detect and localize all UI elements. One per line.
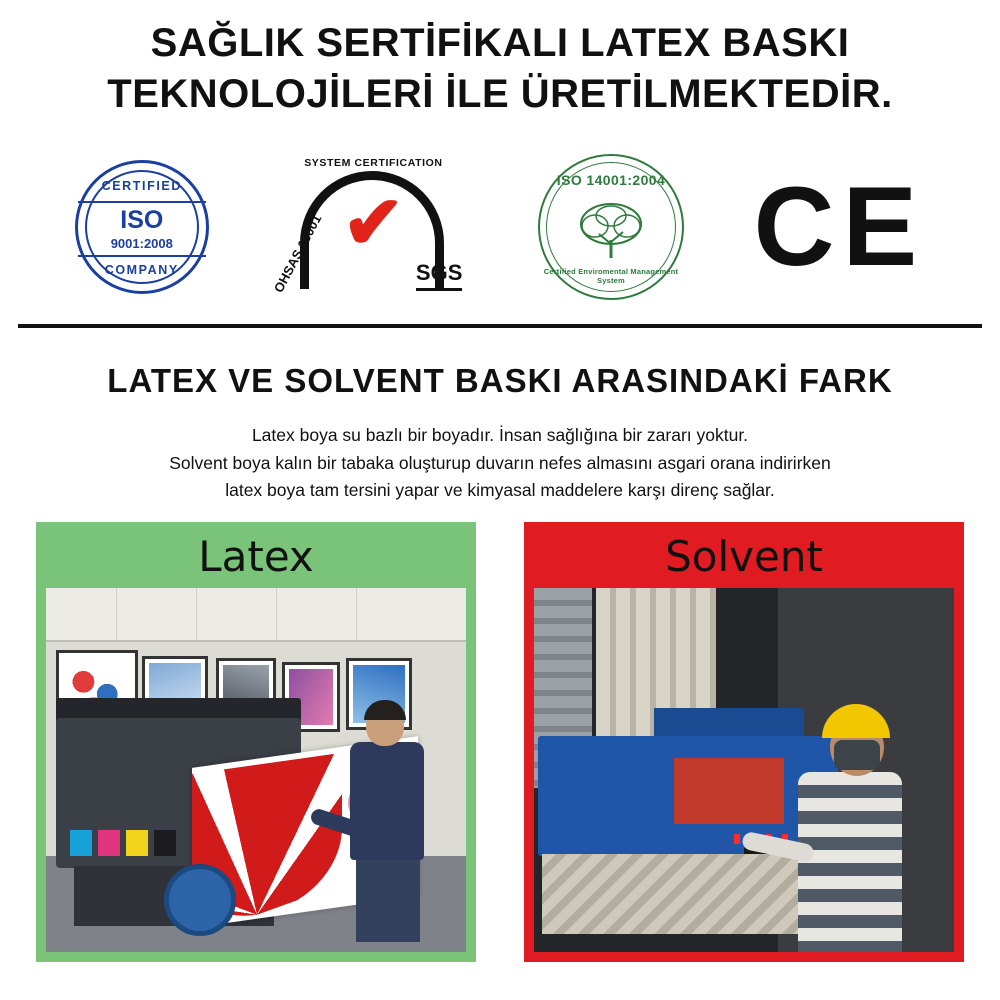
ohsas-18001-label: OHSAS 18001 — [271, 212, 325, 296]
red-checkmark-icon: ✔ — [342, 181, 405, 265]
iso-9001-title: ISO — [120, 205, 164, 234]
iso-9001-arc-bottom-label: COMPANY — [104, 263, 179, 278]
ce-mark-label: CE — [753, 164, 926, 290]
system-certification-label: SYSTEM CERTIFICATION — [304, 157, 443, 170]
paragraph-line-2: Solvent boya kalın bir tabaka oluşturup duvarın nefes almasını asgari orana indirirken — [169, 452, 831, 473]
sgs-brand-label: SGS — [416, 260, 462, 291]
solvent-panel — [524, 522, 964, 962]
headline-line-2: TEKNOLOJİLERİ İLE ÜRETİLMEKTEDİR. — [107, 72, 893, 117]
solvent-panel-caption: Solvent — [665, 531, 823, 581]
iso-14001-environmental-management-seal — [538, 154, 684, 300]
section-paragraph — [26, 422, 974, 503]
iso-14001-title: ISO 14001:2004 — [556, 172, 666, 189]
ohsas-18001-sgs-system-certification — [271, 157, 468, 297]
iso-9001-standard: 9001:2008 — [110, 235, 173, 251]
ce-mark — [753, 164, 926, 290]
comparison-panels — [0, 504, 1000, 962]
iso-9001-certified-company-seal — [75, 160, 209, 294]
tree-icon — [569, 200, 653, 262]
page-title — [0, 0, 1000, 120]
paragraph-line-1: Latex boya su bazlı bir boyadır. İnsan sağlığına bir zararı yoktur. — [251, 425, 749, 446]
paragraph-line-3: latex boya tam tersini yapar ve kimyasal maddelere karşı direnç sağlar. — [225, 479, 775, 500]
latex-panel — [36, 522, 476, 962]
latex-printer-photo — [46, 588, 466, 952]
headline-line-1: SAĞLIK SERTİFİKALI LATEX BASKI — [150, 21, 850, 65]
iso-14001-subtitle: Certified Enviromental Management System — [543, 267, 679, 286]
latex-panel-caption: Latex — [198, 531, 314, 581]
iso-9001-arc-top-label: CERTIFIED — [101, 179, 182, 194]
solvent-printer-photo — [534, 588, 954, 952]
section-title: LATEX VE SOLVENT BASKI ARASINDAKİ FARK — [107, 362, 893, 400]
section-divider — [18, 324, 982, 328]
certification-logos — [0, 142, 1000, 312]
